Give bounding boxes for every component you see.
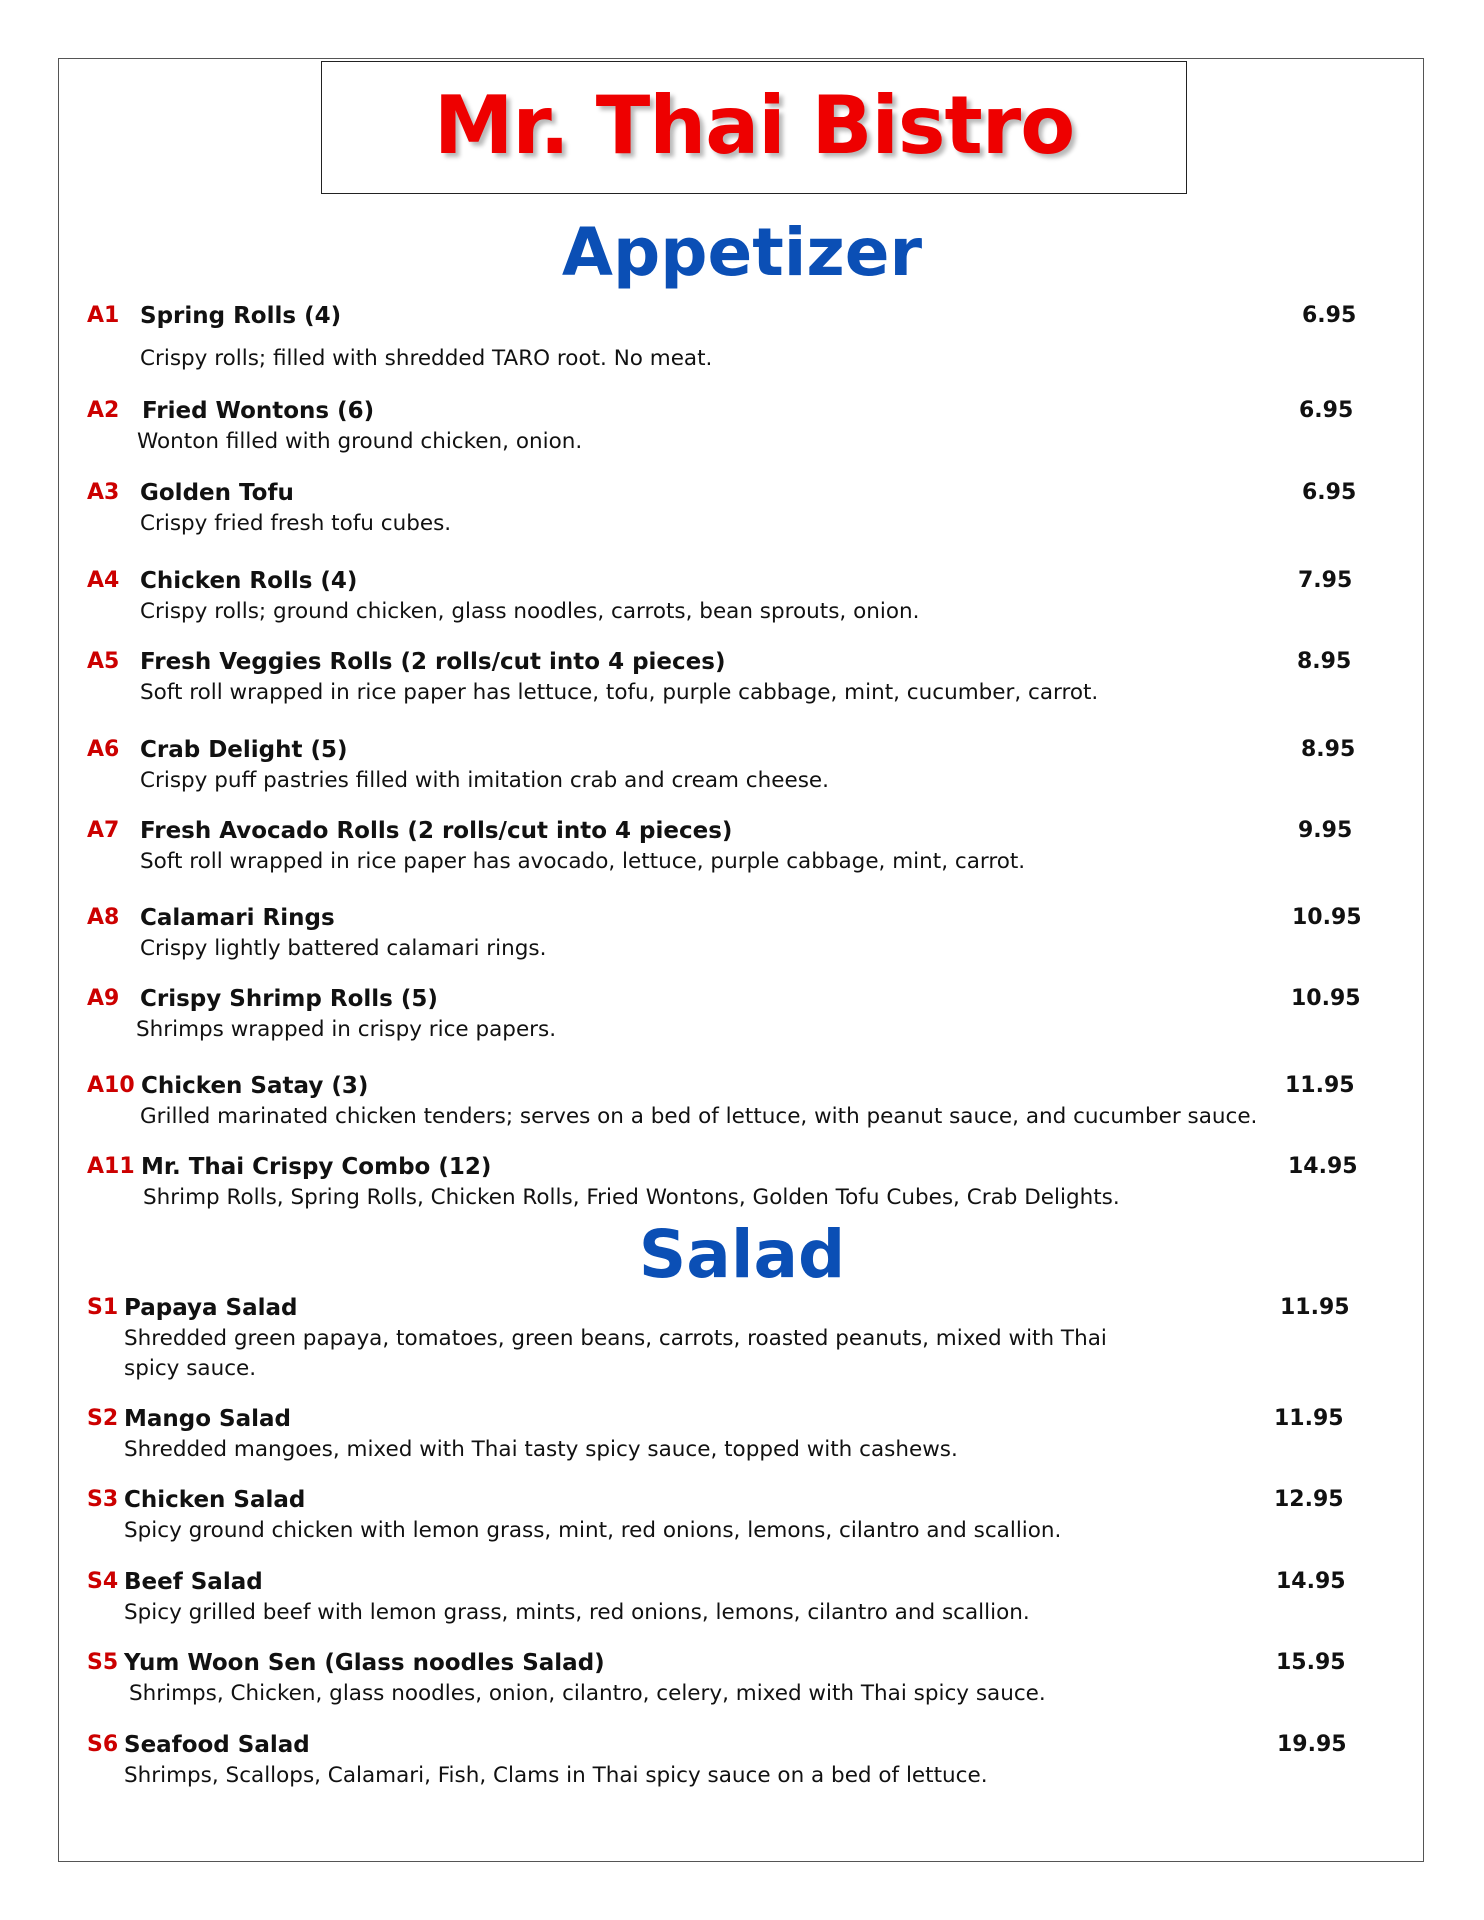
title-box — [321, 61, 1187, 194]
item-name: Fresh Avocado Rolls (2 rolls/cut into 4 pieces) — [140, 818, 733, 844]
item-price: 11.95 — [1285, 1073, 1355, 1098]
item-price: 8.95 — [1297, 649, 1352, 674]
item-name: Crab Delight (5) — [140, 737, 348, 763]
item-code: S6 — [87, 1732, 119, 1757]
item-description: Crispy fried fresh tofu cubes. — [140, 511, 452, 536]
item-description: Crispy rolls; ground chicken, glass noodles, carrots, bean sprouts, onion. — [140, 599, 920, 624]
item-description: Shrimps, Scallops, Calamari, Fish, Clams in Thai spicy sauce on a bed of lettuce. — [124, 1763, 988, 1788]
item-code: A2 — [87, 398, 120, 423]
menu-item-s1 — [0, 1295, 1484, 1325]
item-description: Wonton filled with ground chicken, onion. — [137, 429, 583, 454]
item-code: A4 — [87, 568, 120, 593]
menu-item-a11 — [0, 1154, 1484, 1184]
menu-item-a9 — [0, 986, 1484, 1016]
item-name: Chicken Rolls (4) — [140, 568, 358, 594]
menu-item-s4 — [0, 1569, 1484, 1599]
menu-item-s2 — [0, 1406, 1484, 1436]
item-code: A3 — [87, 480, 120, 505]
menu-item-a1 — [0, 303, 1484, 333]
item-description: Soft roll wrapped in rice paper has avocado, lettuce, purple cabbage, mint, carrot. — [140, 849, 1026, 874]
item-name: Yum Woon Sen (Glass noodles Salad) — [124, 1650, 605, 1676]
item-code: A9 — [87, 986, 120, 1011]
item-price: 10.95 — [1292, 905, 1362, 930]
item-price: 8.95 — [1301, 737, 1356, 762]
menu-item-a2 — [0, 398, 1484, 428]
item-name: Mango Salad — [124, 1406, 292, 1432]
item-price: 6.95 — [1299, 398, 1354, 423]
item-name: Beef Salad — [124, 1569, 263, 1595]
menu-item-a3 — [0, 480, 1484, 510]
menu-item-a5 — [0, 649, 1484, 679]
item-description: Crispy lightly battered calamari rings. — [140, 936, 547, 961]
item-code: A1 — [87, 303, 120, 328]
item-description: Shrimp Rolls, Spring Rolls, Chicken Rolls, Fried Wontons, Golden Tofu Cubes, Crab Delights. — [143, 1185, 1120, 1210]
item-name: Golden Tofu — [140, 480, 294, 506]
item-name: Chicken Salad — [124, 1487, 306, 1513]
item-price: 7.95 — [1298, 568, 1353, 593]
item-name: Seafood Salad — [124, 1732, 310, 1758]
item-code: A6 — [87, 737, 120, 762]
item-price: 6.95 — [1302, 480, 1357, 505]
item-code: A7 — [87, 818, 120, 843]
menu-item-s5 — [0, 1650, 1484, 1680]
item-code: S3 — [87, 1487, 119, 1512]
item-description: Crispy rolls; filled with shredded TARO root. No meat. — [140, 346, 713, 371]
item-description: Shredded green papaya, tomatoes, green beans, carrots, roasted peanuts, mixed with Thai spicy sauce. — [124, 1326, 1107, 1381]
item-name: Crispy Shrimp Rolls (5) — [140, 986, 438, 1012]
item-price: 11.95 — [1274, 1406, 1344, 1431]
menu-item-a10 — [0, 1073, 1484, 1103]
item-price: 19.95 — [1277, 1732, 1347, 1757]
item-price: 6.95 — [1302, 303, 1357, 328]
item-name: Mr. Thai Crispy Combo (12) — [141, 1154, 492, 1180]
item-name: Fresh Veggies Rolls (2 rolls/cut into 4 pieces) — [140, 649, 726, 675]
item-code: A11 — [87, 1154, 135, 1179]
item-code: A5 — [87, 649, 120, 674]
item-description: Spicy grilled beef with lemon grass, mints, red onions, lemons, cilantro and scallion. — [124, 1600, 1030, 1625]
item-name: Chicken Satay (3) — [141, 1073, 369, 1099]
salad-heading: Salad — [638, 1216, 846, 1293]
item-code: S5 — [87, 1650, 119, 1675]
item-description: Soft roll wrapped in rice paper has lettuce, tofu, purple cabbage, mint, cucumber, carrot. — [140, 680, 1099, 705]
item-price: 15.95 — [1276, 1650, 1346, 1675]
item-name: Calamari Rings — [140, 905, 335, 931]
menu-item-a4 — [0, 568, 1484, 598]
item-name: Fried Wontons (6) — [142, 398, 375, 424]
item-description: Shrimps wrapped in crispy rice papers. — [136, 1017, 557, 1042]
item-description: Spicy ground chicken with lemon grass, mint, red onions, lemons, cilantro and scallion. — [124, 1518, 1062, 1543]
item-code: A8 — [87, 905, 120, 930]
item-code: S2 — [87, 1406, 119, 1431]
menu-item-a8 — [0, 905, 1484, 935]
menu-item-a6 — [0, 737, 1484, 767]
item-price: 12.95 — [1274, 1487, 1344, 1512]
menu-item-a7 — [0, 818, 1484, 848]
restaurant-title: Mr. Thai Bistro — [433, 78, 1075, 172]
item-name: Spring Rolls (4) — [140, 303, 342, 329]
item-description: Crispy puff pastries filled with imitation crab and cream cheese. — [140, 768, 829, 793]
menu-item-s6 — [0, 1732, 1484, 1762]
item-code: A10 — [87, 1073, 135, 1098]
menu-item-s3 — [0, 1487, 1484, 1517]
item-description: Shredded mangoes, mixed with Thai tasty spicy sauce, topped with cashews. — [124, 1437, 958, 1462]
item-price: 10.95 — [1291, 986, 1361, 1011]
item-name: Papaya Salad — [124, 1295, 298, 1321]
item-code: S1 — [87, 1295, 119, 1320]
item-description: Grilled marinated chicken tenders; serves on a bed of lettuce, with peanut sauce, and cucumber sauce. — [140, 1104, 1258, 1129]
item-description: Shrimps, Chicken, glass noodles, onion, cilantro, celery, mixed with Thai spicy sauce. — [129, 1681, 1046, 1706]
item-price: 9.95 — [1298, 818, 1353, 843]
item-code: S4 — [87, 1569, 119, 1594]
appetizer-heading: Appetizer — [561, 214, 923, 291]
item-price: 14.95 — [1288, 1154, 1358, 1179]
item-price: 14.95 — [1276, 1569, 1346, 1594]
item-price: 11.95 — [1280, 1295, 1350, 1320]
